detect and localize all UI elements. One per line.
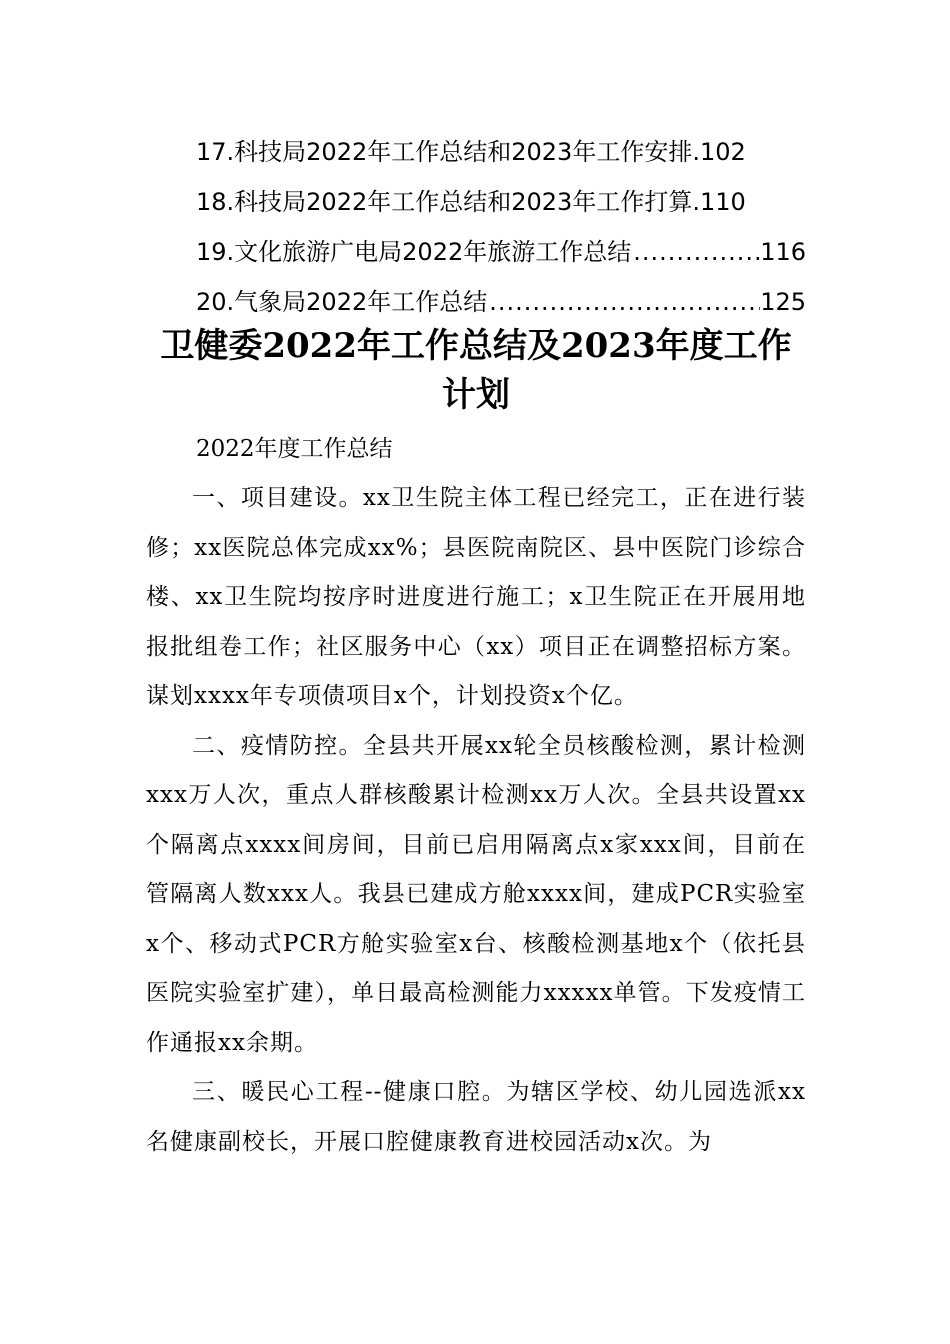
body-paragraph: 二、疫情防控。全县共开展xx轮全员核酸检测，累计检测xxx万人次，重点人群核酸累计检测xx万人次。全县共设置xx个隔离点xxxx间房间，目前已启用隔离点x家xxx间，目前在管隔离人数xxx人。我县已建成方舱xxxx间，建成PCR实验室x个、移动式PCR方舱实验室x台、核酸检测基地x个（依托县医院实验室扩建），单日最高检测能力xxxxx单管。下发疫情工作通报xx余期。 <box>146 732 806 1056</box>
body-paragraph: 一、项目建设。xx卫生院主体工程已经完工，正在进行装修；xx医院总体完成xx%；县医院南院区、县中医院门诊综合楼、xx卫生院均按序时进度进行施工；x卫生院正在开展用地报批组卷工作；社区服务中心（xx）项目正在调整招标方案。谋划xxxx年专项债项目x个，计划投资x个亿。 <box>146 485 806 709</box>
toc-entry-page: 110 <box>699 188 746 216</box>
toc-entry-title: 20.气象局2022年工作总结 <box>196 288 488 316</box>
body-paragraph: 三、暖民心工程--健康口腔。为辖区学校、幼儿园选派xx名健康副校长，开展口腔健康教育进校园活动x次。为 <box>146 1079 806 1155</box>
toc-leader-dots <box>631 230 760 274</box>
toc-entry-page: 102 <box>699 138 746 166</box>
document-title: 卫健委2022年工作总结及2023年度工作计划 <box>160 326 792 415</box>
toc-entry-title: 19.文化旅游广电局2022年旅游工作总结 <box>196 238 632 266</box>
document-body <box>146 474 806 1167</box>
toc-entry-title: 17.科技局2022年工作总结和2023年工作安排 <box>196 138 693 166</box>
toc-entry[interactable] <box>196 180 806 230</box>
toc-leader-dots <box>692 130 700 174</box>
table-of-contents <box>196 130 806 330</box>
toc-leader-dots <box>487 280 760 324</box>
toc-entry-page: 125 <box>760 288 806 316</box>
toc-entry-title: 18.科技局2022年工作总结和2023年工作打算 <box>196 188 693 216</box>
toc-leader-dots <box>692 180 700 224</box>
toc-entry-page: 116 <box>760 238 806 266</box>
toc-entry[interactable] <box>196 230 806 280</box>
toc-entry[interactable] <box>196 130 806 180</box>
section-heading: 2022年度工作总结 <box>196 436 393 462</box>
